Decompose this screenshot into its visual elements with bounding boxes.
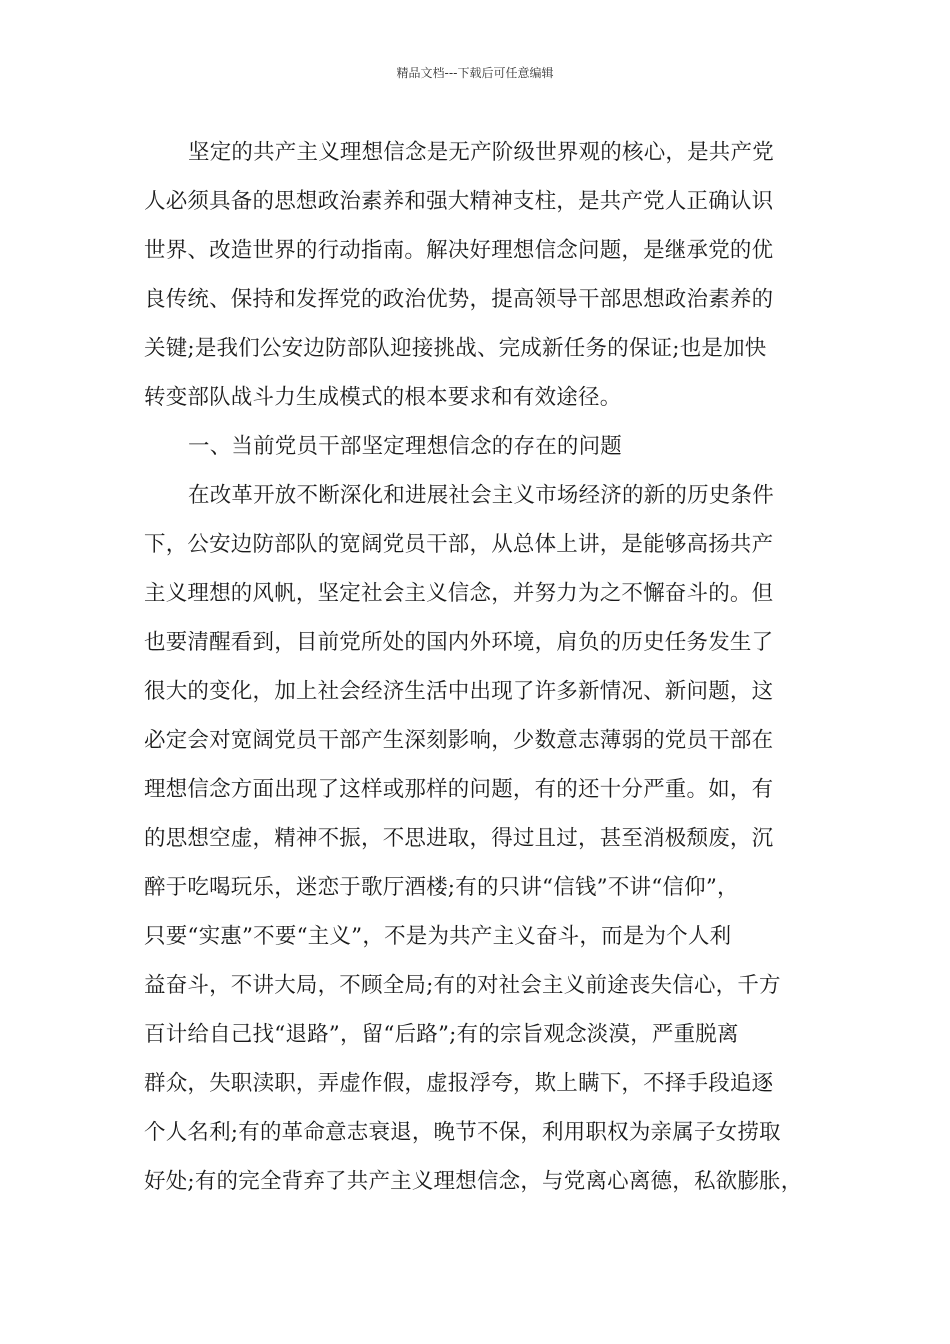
text-line: 转变部队战斗力生成模式的根本要求和有效途径。 — [144, 385, 622, 410]
text-line: 世界、改造世界的行动指南。解决好理想信念问题，是继承党的优 — [144, 238, 774, 263]
text-line: 的思想空虚，精神不振，不思进取，得过且过，甚至消极颓废，沉 — [144, 826, 774, 851]
document-body — [144, 128, 806, 1206]
text-line: 人必须具备的思想政治素养和强大精神支柱，是共产党人正确认识 — [144, 189, 774, 214]
text-line: 百计给自己找“退路”，留“后路”;有的宗旨观念淡漠，严重脱离 — [144, 1022, 739, 1047]
text-line: 好处;有的完全背弃了共产主义理想信念，与党离心离德，私欲膨胀， — [144, 1169, 803, 1194]
text-line: 也要清醒看到，目前党所处的国内外环境，肩负的历史任务发生了 — [144, 630, 774, 655]
text-line: 群众，失职渎职，弄虚作假，虚报浮夸，欺上瞒下，不择手段追逐 — [144, 1071, 774, 1096]
text-line: 下，公安边防部队的宽阔党员干部，从总体上讲，是能够高扬共产 — [144, 532, 774, 557]
text-line: 个人名利;有的革命意志衰退，晚节不保，利用职权为亲属子女捞取 — [144, 1120, 781, 1145]
text-line: 只要“实惠”不要“主义”，不是为共产主义奋斗，而是为个人利 — [144, 924, 732, 949]
text-line: 关键;是我们公安边防部队迎接挑战、完成新任务的保证;也是加快 — [144, 336, 767, 361]
section-heading: 一、当前党员干部坚定理想信念的存在的问题 — [188, 434, 623, 459]
text-line: 必定会对宽阔党员干部产生深刻影响，少数意志薄弱的党员干部在 — [144, 728, 774, 753]
text-line: 在改革开放不断深化和进展社会主义市场经济的新的历史条件 — [188, 483, 774, 508]
text-line: 良传统、保持和发挥党的政治优势，提高领导干部思想政治素养的 — [144, 287, 774, 312]
text-line: 坚定的共产主义理想信念是无产阶级世界观的核心，是共产党 — [188, 140, 774, 165]
text-line: 主义理想的风帆，坚定社会主义信念，并努力为之不懈奋斗的。但 — [144, 581, 774, 606]
text-line: 很大的变化，加上社会经济生活中出现了许多新情况、新问题，这 — [144, 679, 774, 704]
text-line: 醉于吃喝玩乐，迷恋于歌厅酒楼;有的只讲“信钱”不讲“信仰”， — [144, 875, 739, 900]
text-line: 益奋斗，不讲大局，不顾全局;有的对社会主义前途丧失信心，千方 — [144, 973, 781, 998]
page-header: 精品文档---下载后可任意编辑 — [396, 66, 554, 80]
text-line: 理想信念方面出现了这样或那样的问题，有的还十分严重。如，有 — [144, 777, 774, 802]
